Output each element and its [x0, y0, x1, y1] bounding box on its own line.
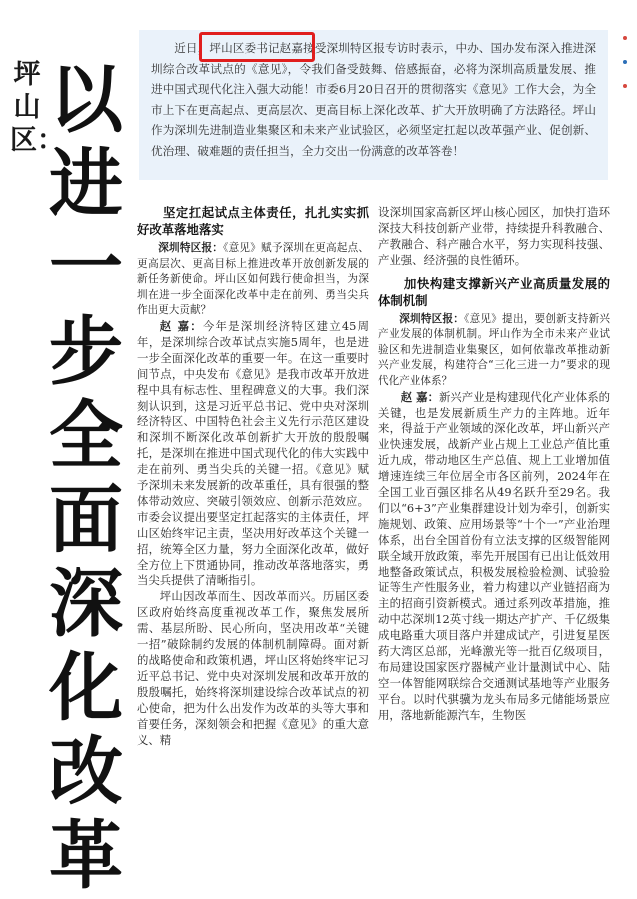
left-section-title: 坚定扛起试点主体责任，扎扎实实抓好改革落地落实: [137, 205, 369, 237]
left-column: [137, 204, 369, 748]
left-question: [137, 241, 369, 319]
edge-marker-dot: [623, 84, 627, 88]
intro-box: 近日，坪山区委书记赵嘉接受深圳特区报专访时表示，中办、国办发布深入推进深圳综合改革试点的《意见》，令我们备受鼓舞、倍感振奋，必将为深圳高质量发展、推进中国式现代化注入强大动能！市委6月20日召开的贯彻落实《意见》工作大会，为全市上下在更高起点、更高层次、更高目标上深化改革、扩大开放明确了方法路径。坪山作为深圳先进制造业集聚区和未来产业试验区，必须坚定扛起以改革强产业、促创新、优治理、破难题的责任担当，全力交出一份满意的改革答卷！: [139, 30, 608, 180]
right-answer-speaker: 赵 嘉：: [400, 389, 439, 404]
left-question-text: 《意见》赋予深圳在更高起点、更高层次、更高目标上推进改革开放创新发展的新任务新使命。坪山区如何践行使命担当，为深圳在进一步全面深化改革中走在前列、勇当尖兵作出更大贡献？: [137, 242, 370, 317]
right-answer-text: 新兴产业是构建现代化产业体系的关键，也是发展新质生产力的主阵地。近年来，得益于产业领域的深化改革，坪山新兴产业快速发展，战新产业占规上工业总产值比重近九成，带动地区生产总值、规上工业增加值增速连续三年位居全市各区前列，2024年在全国工业百强区排名从49名跃升至29名。我们以“6+3”产业集群建设计划为牵引，创新实施规划、政策、应用场景等“十个一”产业治理体系，出台全国首份有立法支撑的区级智能网联全域开放政策，率先开展国有已出让低效用地整备政策试点，积极发展检验检测、试验验证等生产性服务业，着力构建以产业链招商为主的招商引资新模式。通过系列改革措施，推动中芯深圳12英寸线一期达产扩产、千亿级集成电路重大项目落户并建成试产，引进复星医药大湾区总部，光峰激光等一批百亿级项目，布局建设国家医疗器械产业计量测试中心、陆空一体智能网联综合交通测试基地等产业服务平台。以时代骐骥为龙头布局多元储能场景应用，落地新能源汽车，生物医: [378, 389, 610, 722]
left-answer-speaker: 赵 嘉：: [159, 318, 203, 333]
right-question-speaker: 深圳特区报：: [399, 312, 465, 325]
highlight-box: [199, 32, 315, 62]
vertical-headline: 以进一步全面深化改革: [49, 57, 123, 899]
left-answer: [137, 319, 369, 589]
right-lead-text: 设深圳国家高新区坪山核心园区，加快打造环深技大科技创新产业带，持续提升科教融合、产教融合、科产融合水平，努力实现科技强、产业强、经济强的良性循环。: [378, 205, 610, 267]
right-answer: [378, 390, 610, 724]
edge-marker-dot: [623, 36, 627, 40]
right-column: [378, 205, 610, 724]
edge-marker-dot: [623, 60, 627, 64]
district-tag: 坪山区：: [10, 59, 64, 156]
right-question-text: 《意见》提出，要创新支持新兴产业发展的体制机制。坪山作为全市未来产业试验区和先进制造业集聚区，如何依靠改革推动新兴产业发展，构建符合“三化三进一力”要求的现代化产业体系？: [378, 312, 611, 387]
left-answer-2: 坪山因改革而生、因改革而兴。历届区委区政府始终高度重视改革工作，聚焦发展所需、基层所盼、民心所向，坚决用改革“关键一招”破除制约发展的体制机制障碍。面对新的战略使命和政策机遇，坪山区将始终牢记习近平总书记、党中央对深圳发展和改革开放的殷殷嘱托，始终将深圳建设综合改革试点的初心使命，把为什么出发作为改革的头等大事和首要任务，深刻领会和把握《意见》的重大意义、精: [137, 589, 369, 747]
right-question: [378, 312, 610, 390]
left-question-speaker: 深圳特区报：: [158, 242, 224, 254]
left-answer-text: 今年是深圳经济特区建立45周年，是深圳综合改革试点实施5周年，也是进一步全面深化改革的重要一年。在这一重要时间节点，中央发布《意见》是我市改革开放进程中具有标志性、里程碑意义的大事。我们深刻认识到，这是习近平总书记、党中央对深圳经济特区、中国特色社会主义先行示范区建设和深圳不断深化改革创新扩大开放的殷殷嘱托，是深圳在推进中国式现代化的伟大实践中走在前列、勇当尖兵的关键一招。《意见》赋予深圳未来发展新的改革重任，具有很强的整体带动效应、突破引领效应、创新示范效应。市委会议提出要坚定扛起落实的主体责任，坪山区始终牢记主责，坚决用好改革这个关键一招，统筹全区力量，努力全面深化改革，做好全方位上下贯通协同，推动改革落地落实，勇当尖兵提供了清晰指引。: [137, 318, 369, 588]
right-section-title: 加快构建支撑新兴产业高质量发展的体制机制: [378, 275, 610, 308]
